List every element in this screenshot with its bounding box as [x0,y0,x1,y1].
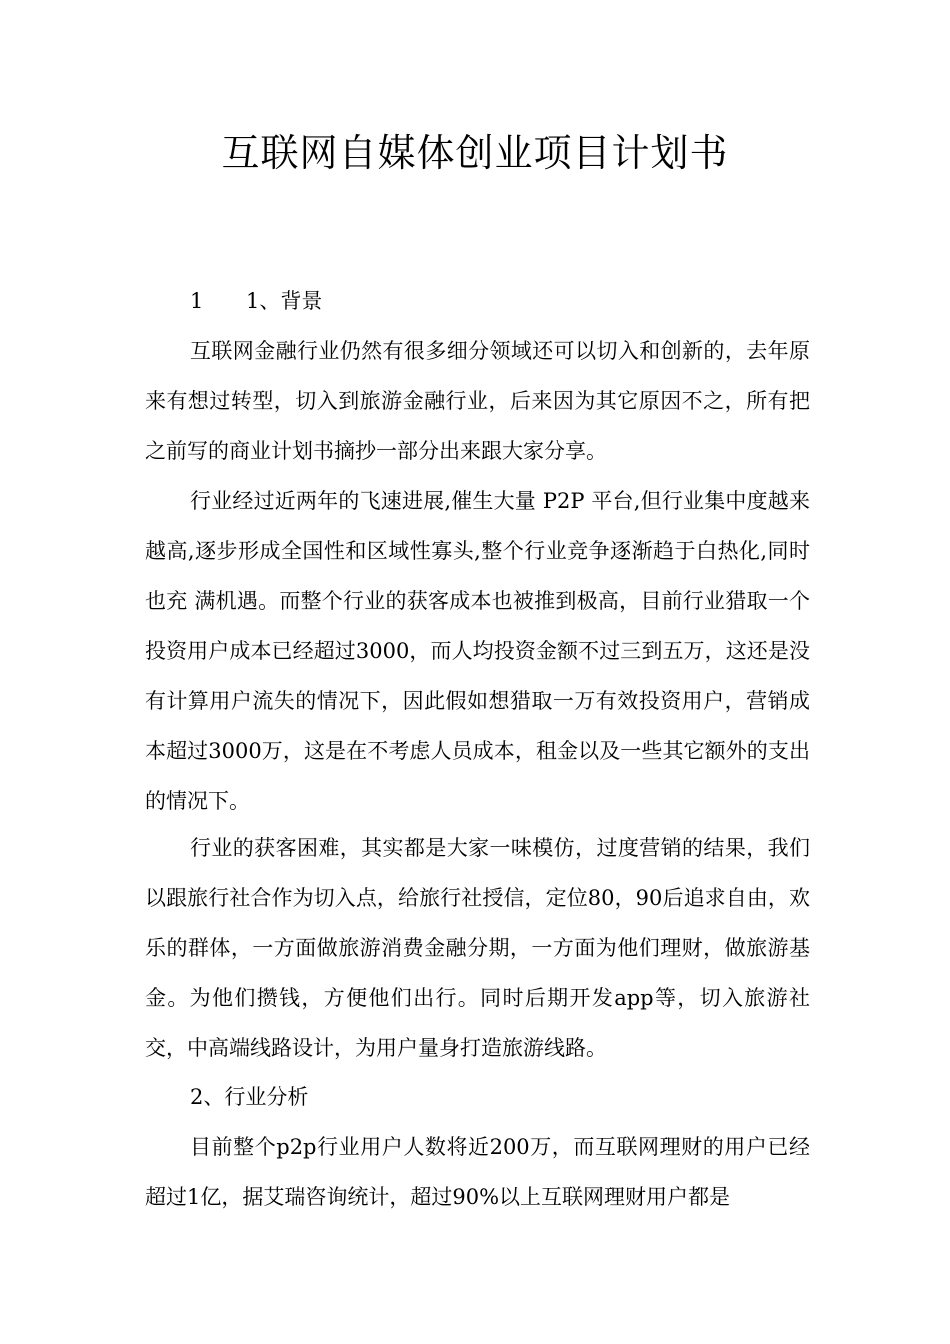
section-title: 1、背景 [246,289,323,313]
section-heading-background [190,286,322,316]
section-number: 1 [190,289,204,313]
document-title: 互联网自媒体创业项目计划书 [221,131,729,175]
section-heading-industry-analysis [190,1082,308,1112]
section-title: 2、行业分析 [190,1085,309,1109]
paragraph-3: 行业的获客困难，其实都是大家一味模仿，过度营销的结果，我们以跟旅行社合作为切入点，给旅行社授信，定位80，90后追求自由，欢乐的群体，一方面做旅游消费金融分期，一方面为他们理财，做旅游基金。为他们攒钱，方便他们出行。同时后期开发app等，切入旅游社交，中高端线路设计，为用户量身打造旅游线路。 [145,836,810,1060]
paragraph-2: 行业经过近两年的飞速进展,催生大量 P2P 平台,但行业集中度越来 越高,逐步形成全国性和区域性寡头,整个行业竞争逐渐趋于白热化,同时也充 满机遇。而整个行业的获客成本也被推到极高，目前行业猎取一个投资用户成本已经超过3000，而人均投资金额不过三到五万，这还是没有计算用户流失的情况下，因此假如想猎取一万有效投资用户，营销成本超过3000万，这是在不考虑人员成本，租金以及一些其它额外的支出的情况下。 [145,489,810,813]
paragraph-4: 目前整个p2p行业用户人数将近200万，而互联网理财的用户已经超过1亿，据艾瑞咨询统计，超过90%以上互联网理财用户都是 [145,1135,810,1209]
paragraph-1: 互联网金融行业仍然有很多细分领域还可以切入和创新的，去年原来有想过转型，切入到旅游金融行业，后来因为其它原因不之，所有把之前写的商业计划书摘抄一部分出来跟大家分享。 [145,339,810,463]
